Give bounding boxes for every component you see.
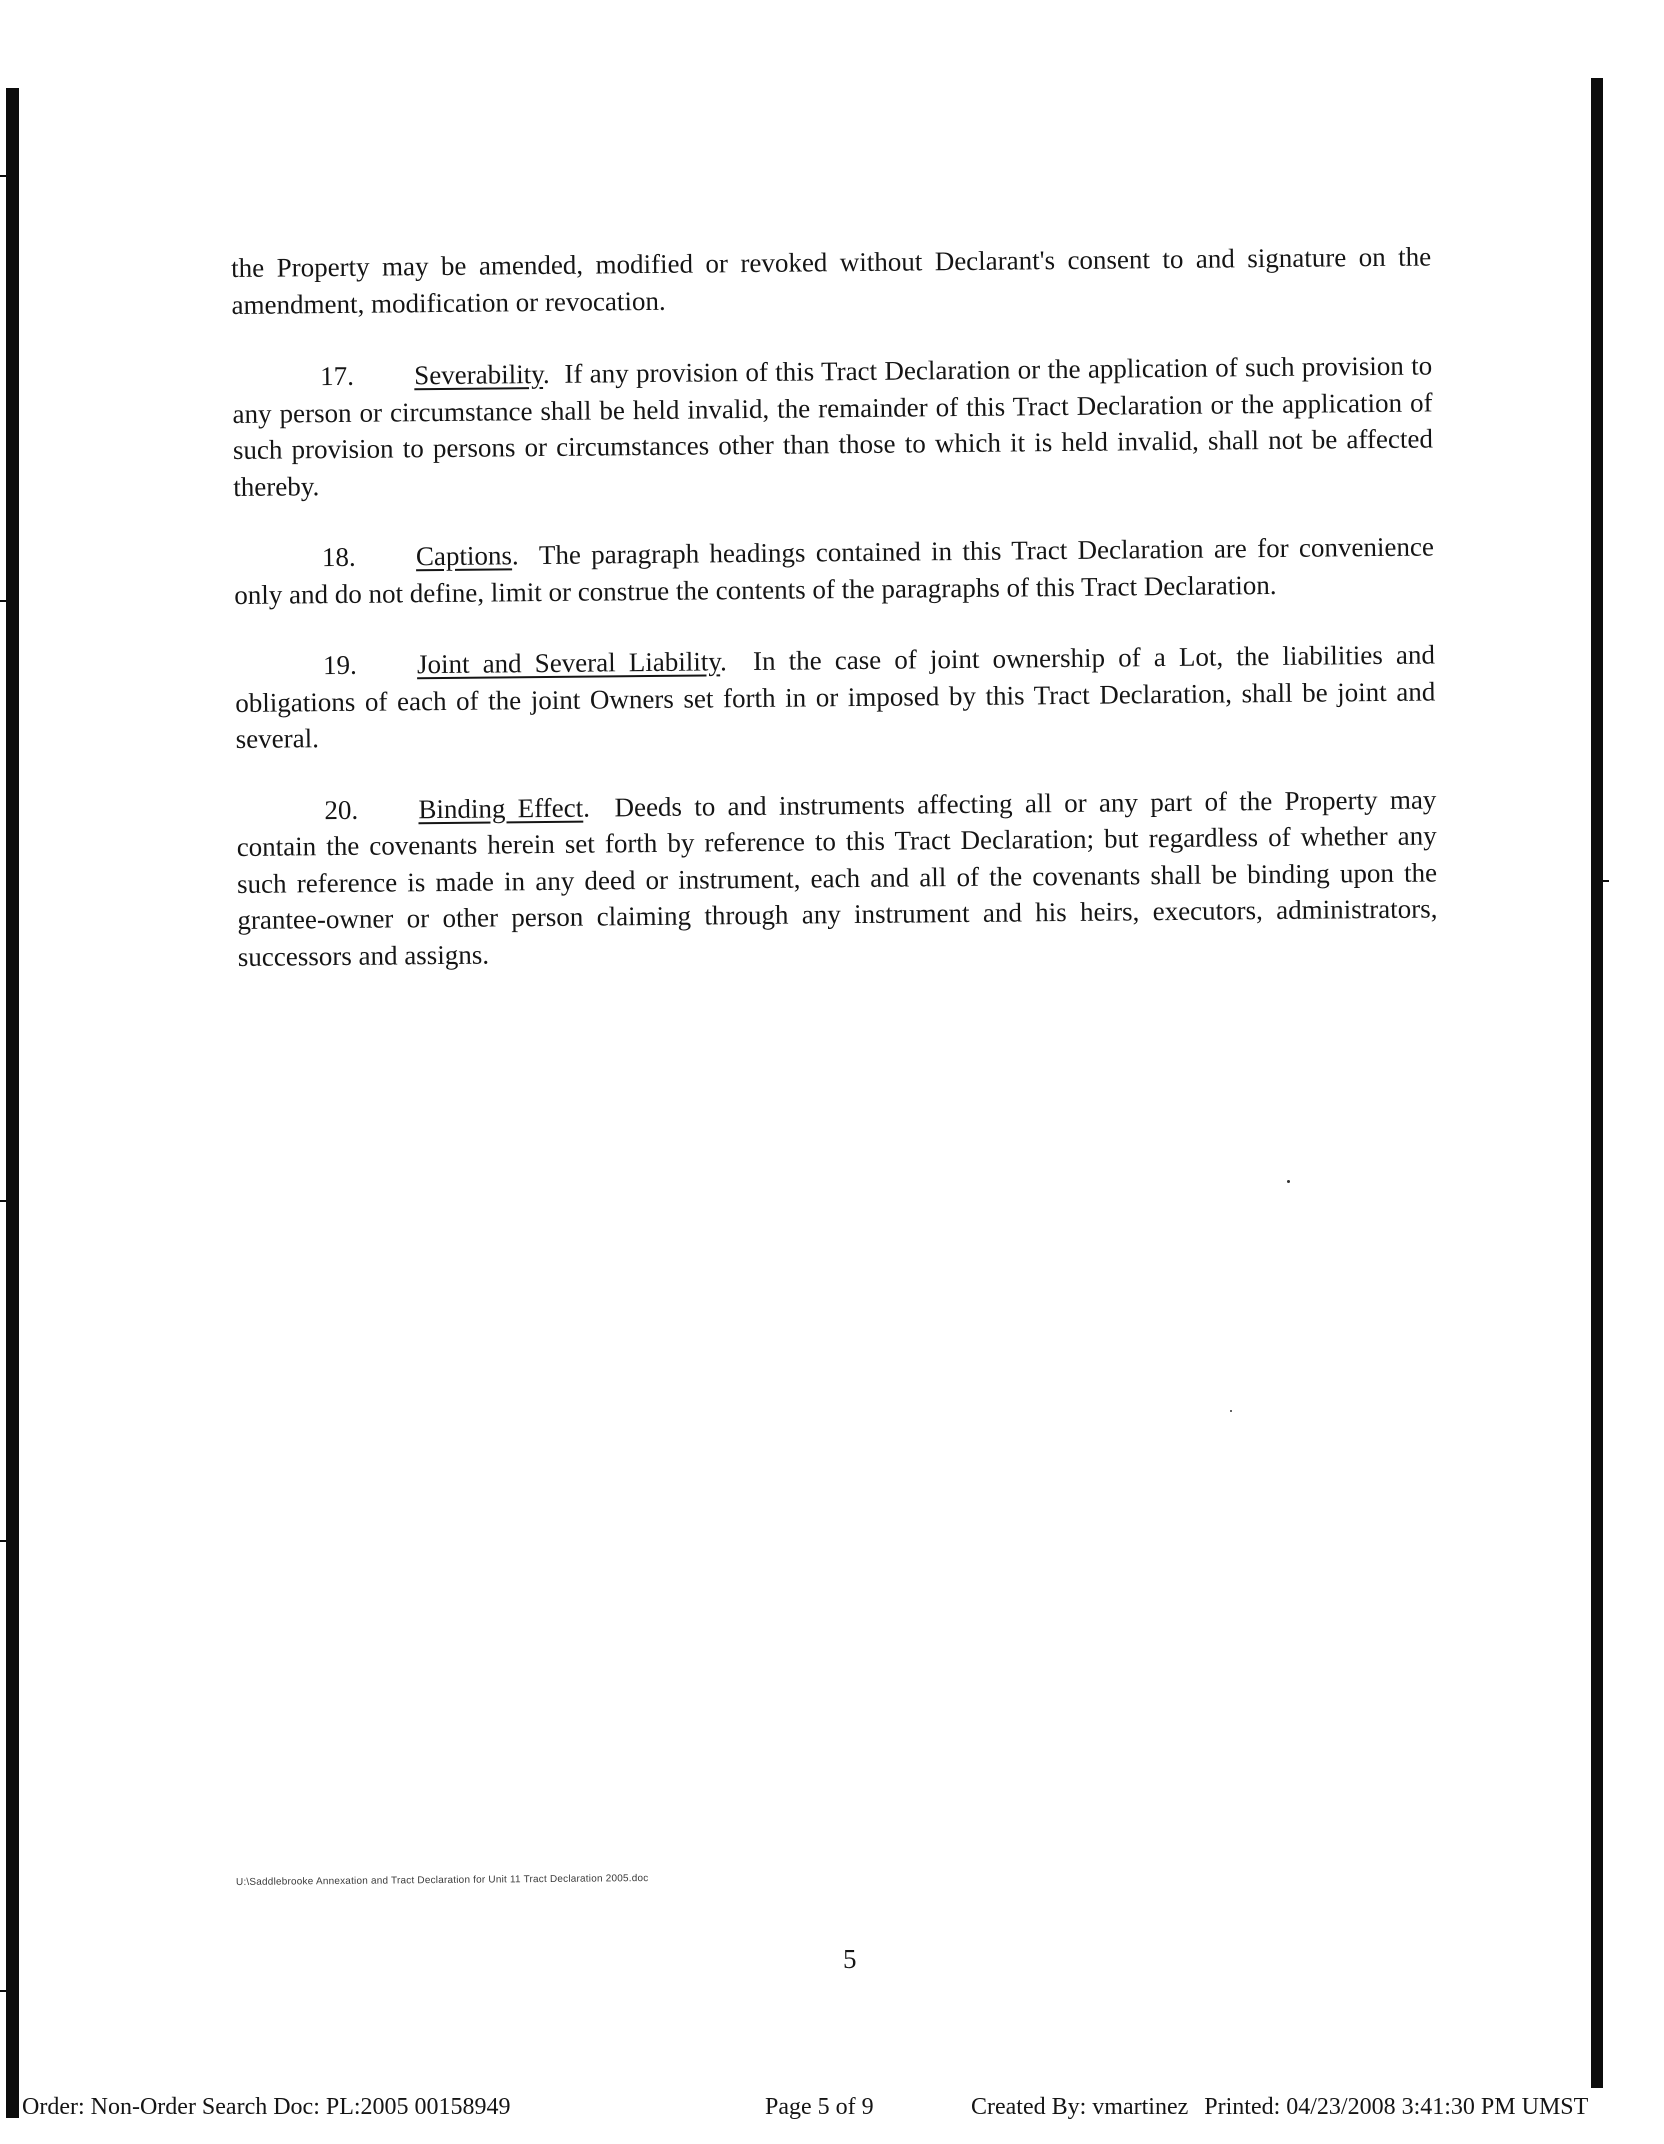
paragraph-heading: Joint and Several Liability (416, 646, 721, 680)
paragraph-heading: Binding Effect (418, 792, 584, 824)
document-body (231, 238, 1438, 1009)
paragraph-17: 17. Severability. If any provision of this Tract Declaration or the application of such provision to any person or circumstance shall be held invalid, the remainder of this Tract Declaration or the application of such provision to persons or circumstances other than those to which it is held invalid, shall not be affected thereby. (232, 350, 1434, 502)
paragraph-text: The paragraph headings contained in this Tract Declaration are for convenience only and do not define, limit or construe the contents of the paragraphs of this Tract Declaration. (234, 531, 1435, 610)
footer-created-printed (971, 2094, 1588, 2121)
scan-speck (1287, 1180, 1290, 1183)
scan-tick (0, 1540, 8, 1542)
scan-tick (0, 600, 8, 602)
paragraph-text: the Property may be amended, modified or revoked without Declarant's consent to and signature on the amendment, modification or revocation. (231, 241, 1432, 320)
scan-tick (0, 175, 8, 177)
paragraph-number: 17. (320, 360, 355, 392)
paragraph-number: 19. (322, 649, 357, 681)
footer-printed-timestamp: Printed: 04/23/2008 3:41:30 PM UMST (1204, 2094, 1589, 2120)
footer-order-info: Order: Non-Order Search Doc: PL:2005 00158949 (22, 2094, 511, 2120)
footer-page-count: Page 5 of 9 (765, 2094, 874, 2120)
scan-tick (0, 1990, 8, 1992)
paragraph-18: 18. Captions. The paragraph headings contained in this Tract Declaration are for convenience only and do not define, limit or construe the contents of the paragraphs of this Tract Declaration. (234, 531, 1435, 610)
scan-tick (0, 1200, 8, 1202)
paragraph-19: 19. Joint and Several Liability. In the case of joint ownership of a Lot, the liabilities and obligations of each of the joint Owners set forth in or imposed by this Tract Declaration, shall be joint and several. (235, 639, 1436, 754)
paragraph-continuation (231, 238, 1432, 323)
paragraph-20: 20. Binding Effect. Deeds to and instruments affecting all or any part of the Property may contain the covenants herein set forth by reference to this Tract Declaration; but regardless of whether any such reference is made in any deed or instrument, each and all of the covenants shall be binding upon the grantee-owner or other person claiming through any instrument and his heirs, executors, administrators, successors and assigns. (236, 783, 1438, 972)
paragraph-number: 18. (321, 541, 356, 573)
page-number: 5 (843, 1944, 857, 1974)
footer-created-by: Created By: vmartinez (971, 2094, 1189, 2120)
paragraph-text: Deeds to and instruments affecting all or any part of the Property may contain the covenants herein set forth by reference to this Tract Declaration; but regardless of whether any such reference is made in any deed or instrument, each and all of the covenants shall be binding upon the grantee-owner or other person claiming through any instrument and his heirs, executors, administrators, successors and assigns. (236, 783, 1438, 972)
file-path-footer: U:\Saddlebrooke Annexation and Tract Declaration for Unit 11 Tract Declaration 2005.doc (235, 1873, 649, 1888)
paragraph-text: In the case of joint ownership of a Lot, the liabilities and obligations of each of the joint Owners set forth in or imposed by this Tract Declaration, shall be joint and several. (235, 639, 1436, 754)
paragraph-heading: Captions (415, 540, 513, 572)
scan-edge-left (6, 88, 19, 2118)
paragraph-number: 20. (324, 794, 359, 825)
scan-speck (1230, 1410, 1232, 1412)
scan-tick (1603, 880, 1609, 882)
paragraph-text: If any provision of this Tract Declaration or the application of such provision to any person or circumstance shall be held invalid, the remainder of this Tract Declaration or the application of such provision to persons or circumstances other than those to which it is held invalid, shall not be affected thereby. (232, 350, 1434, 502)
scan-edge-right (1591, 78, 1603, 2088)
paragraph-heading: Severability (414, 359, 544, 391)
